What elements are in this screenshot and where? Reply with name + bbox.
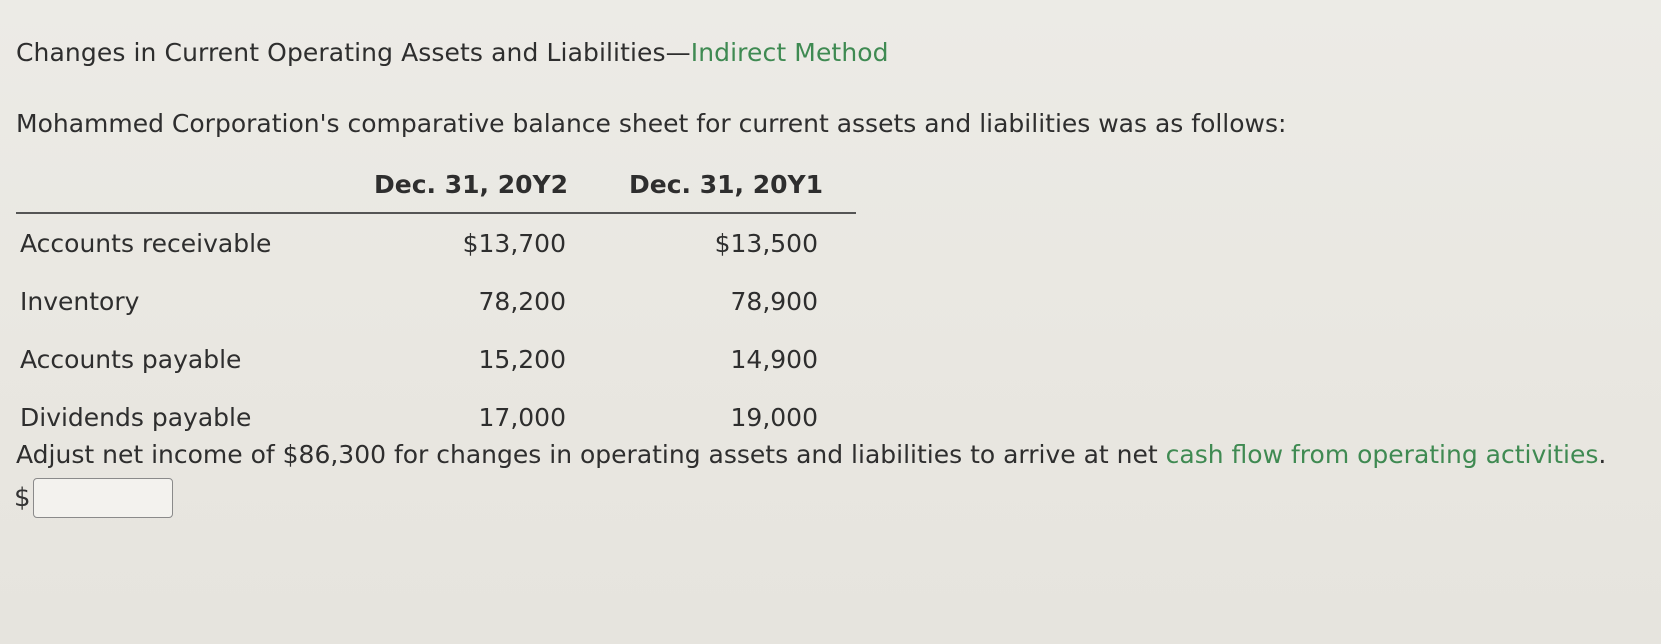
answer-row <box>14 478 173 518</box>
value-20y1: 78,900 <box>730 286 818 316</box>
question-prefix: Adjust net income of $86,300 for changes in operating assets and liabilities to arrive at net <box>16 440 1166 469</box>
value-20y1: 14,900 <box>730 344 818 374</box>
table-row <box>16 330 856 388</box>
balance-sheet-table <box>16 166 856 446</box>
cash-flow-glossary-link[interactable]: cash flow from operating activities <box>1165 440 1599 469</box>
value-20y2: 17,000 <box>478 402 566 432</box>
question-text <box>16 440 1606 469</box>
table-header-row <box>16 166 856 213</box>
intro-text: Mohammed Corporation's comparative balance sheet for current assets and liabilities was as follows: <box>16 109 1287 138</box>
value-20y1: $13,500 <box>714 228 818 258</box>
value-20y2: 15,200 <box>478 344 566 374</box>
row-label-inventory: Inventory <box>20 286 140 316</box>
value-20y1: 19,000 <box>730 402 818 432</box>
currency-symbol: $ <box>14 483 31 513</box>
question-suffix: . <box>1598 440 1607 469</box>
row-label-dividends-payable: Dividends payable <box>20 402 252 432</box>
header-dec-20y1: Dec. 31, 20Y1 <box>628 169 823 199</box>
value-20y2: 78,200 <box>478 286 566 316</box>
header-blank <box>16 166 346 213</box>
row-label-accounts-payable: Accounts payable <box>20 344 242 374</box>
table-row <box>16 388 856 446</box>
topic-link[interactable]: Indirect Method <box>690 38 889 67</box>
row-label-accounts-receivable: Accounts receivable <box>20 228 272 258</box>
table-row <box>16 213 856 272</box>
title-text: Changes in Current Operating Assets and Liabilities— <box>16 38 691 67</box>
value-20y2: $13,700 <box>462 228 566 258</box>
net-cash-flow-input[interactable] <box>33 478 173 518</box>
problem-title <box>16 38 889 67</box>
table-row <box>16 272 856 330</box>
header-dec-20y2: Dec. 31, 20Y2 <box>373 169 568 199</box>
